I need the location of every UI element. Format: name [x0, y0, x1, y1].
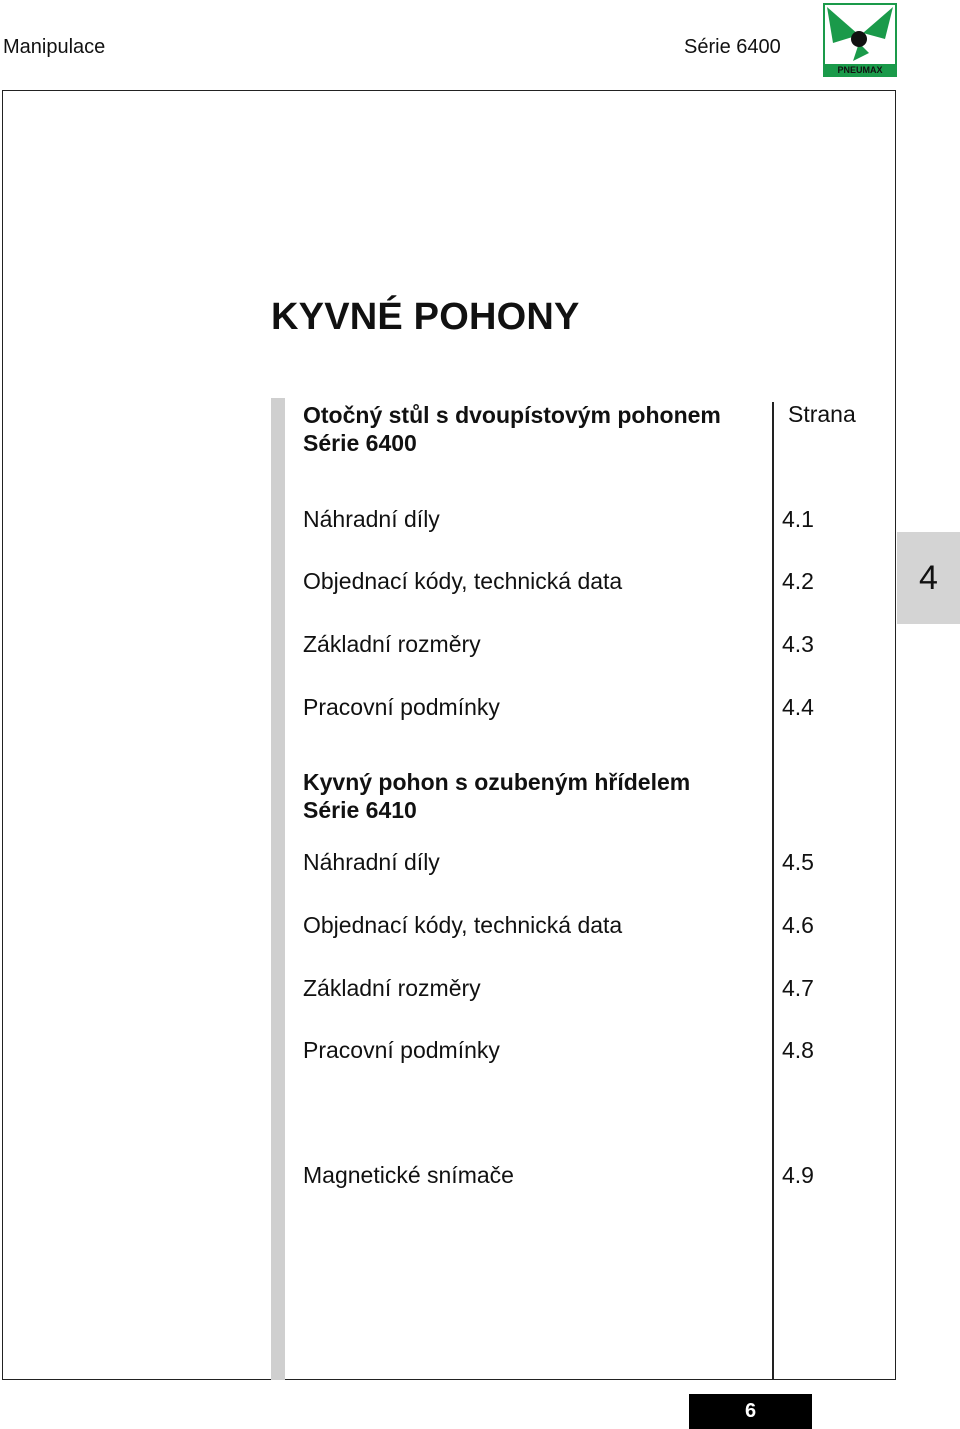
page-column-divider	[772, 402, 774, 1380]
logo-wordmark: PNEUMAX	[837, 65, 883, 75]
header-section-title: Manipulace	[3, 36, 106, 58]
toc-entry-page[interactable]: 4.3	[782, 631, 814, 657]
toc-entry-page[interactable]: 4.2	[782, 568, 814, 594]
section-title-series: Série 6400	[303, 430, 417, 456]
toc-entry-label[interactable]: Magnetické snímače	[303, 1162, 514, 1188]
pneumax-logo	[823, 3, 897, 77]
toc-entry-label[interactable]: Základní rozměry	[303, 631, 481, 657]
toc-entry-label[interactable]: Náhradní díly	[303, 506, 440, 532]
page-column-header: Strana	[788, 401, 856, 427]
section-title-line: Otočný stůl s dvoupístovým pohonem	[303, 402, 721, 428]
section-title-line: Kyvný pohon s ozubeným hřídelem	[303, 769, 691, 795]
toc-entry-page[interactable]: 4.6	[782, 912, 814, 938]
section-title-series: Série 6410	[303, 797, 417, 823]
toc-entry-label[interactable]: Pracovní podmínky	[303, 1037, 500, 1063]
toc-entry-page[interactable]: 4.7	[782, 975, 814, 1001]
page-number: 6	[689, 1394, 812, 1429]
page-title: KYVNÉ POHONY	[271, 296, 580, 338]
toc-entry-page[interactable]: 4.5	[782, 849, 814, 875]
toc-entry-label[interactable]: Pracovní podmínky	[303, 694, 500, 720]
toc-entry-label[interactable]: Náhradní díly	[303, 849, 440, 875]
toc-entry-page[interactable]: 4.8	[782, 1037, 814, 1063]
chapter-side-tab[interactable]: 4	[897, 532, 960, 624]
header-series-title: Série 6400	[684, 36, 781, 58]
section-title	[303, 768, 690, 824]
toc-entry-page[interactable]: 4.4	[782, 694, 814, 720]
toc-entry-page[interactable]: 4.9	[782, 1162, 814, 1188]
toc-entry-label[interactable]: Základní rozměry	[303, 975, 481, 1001]
toc-entry-label[interactable]: Objednací kódy, technická data	[303, 568, 623, 594]
section-title	[303, 401, 721, 457]
toc-entry-page[interactable]: 4.1	[782, 506, 814, 532]
left-accent-bar	[271, 398, 285, 1380]
toc-entry-label[interactable]: Objednací kódy, technická data	[303, 912, 623, 938]
